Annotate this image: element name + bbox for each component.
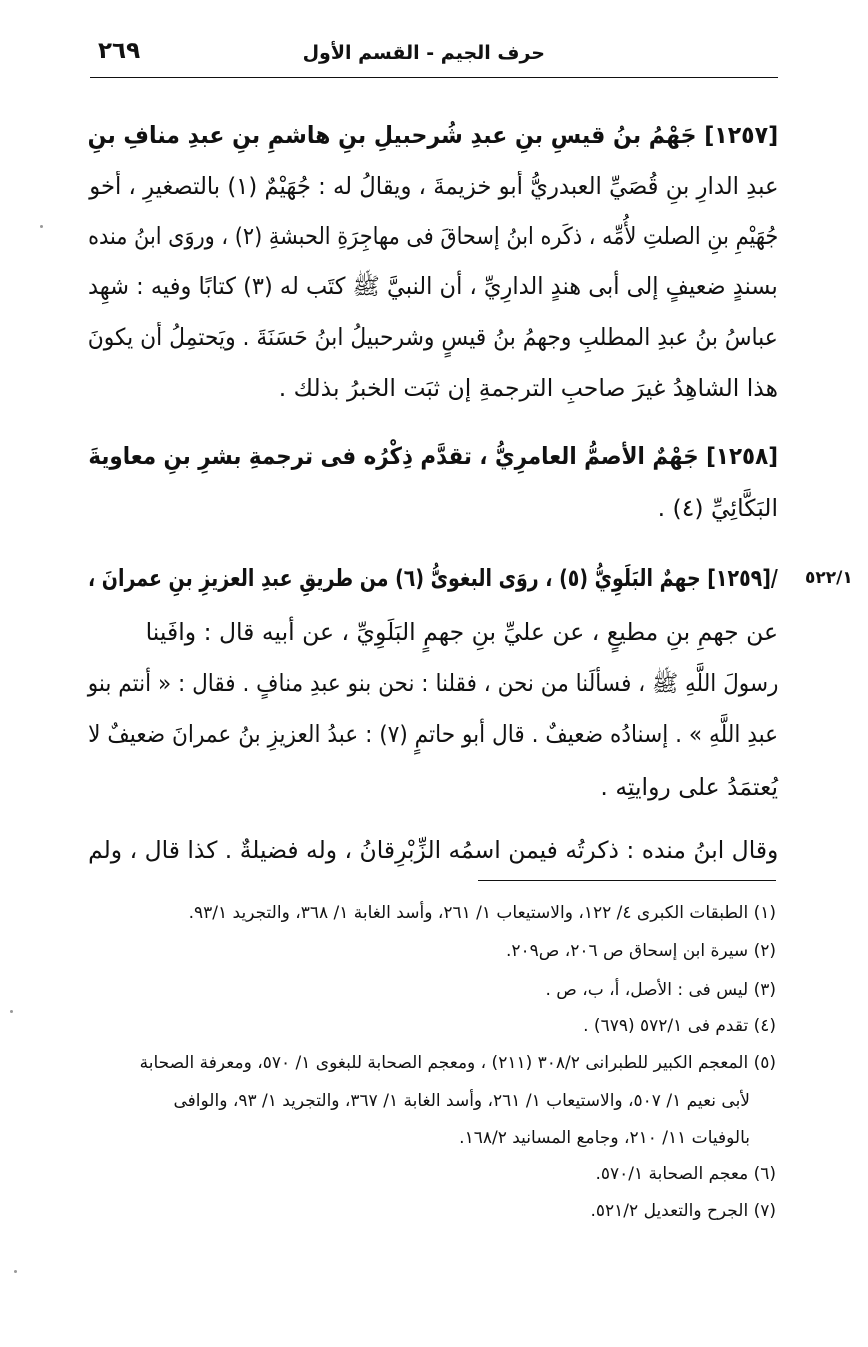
running-header [90,34,780,74]
entry-1257-line-1: [١٢٥٧] جَهْمُ بنُ قيسِ بنِ عبدِ شُرحبيلِ بنِ هاشمِ بنِ عبدِ منافِ بنِ [87,121,778,149]
header-rule [90,77,778,78]
footnote-2: (٢) سيرة ابن إسحاق ص ٢٠٦، ص٢٠٩. [505,941,776,961]
footnote-6: (٦) معجم الصحابة ٥٧٠/١. [595,1164,776,1184]
margin-reference: ٥٢٢/١ [805,568,853,588]
entry-1257-line-2: عبدِ الدارِ بنِ قُصَيِّ العبدريُّ أبو خزيمةَ ، ويقالُ له : جُهَيْمٌ (١) بالتصغيرِ ، أخو [88,172,778,200]
entry-1259-line-6: وقال ابنُ منده : ذكرتُه فيمن اسمُه الزِّبْرِقانُ ، وله فضيلةٌ . كذا قال ، ولم [87,836,778,864]
entry-1258-line-1: [١٢٥٨] جَهْمٌ الأصمُّ العامرِيُّ ، تقدَّم ذِكْرُه فى ترجمةِ بشرِ بنِ معاويةَ [88,442,778,470]
scan-speck [40,225,43,228]
footnote-7: (٧) الجرح والتعديل ٥٢١/٢. [590,1201,776,1221]
entry-1259-line-3: رسولَ اللَّهِ ﷺ ، فسألَنا من نحن ، فقلنا : نحن بنو عبدِ منافٍ . فقال : « أنتم بنو [87,669,778,697]
footnote-1: (١) الطبقات الكبرى ٤/ ١٢٢، والاستيعاب ١/ ٢٦١، وأسد الغابة ١/ ٣٦٨، والتجريد ٩٣/١. [188,903,776,923]
running-title: حرف الجيم - القسم الأول [302,42,545,64]
entry-1257-line-4: بسندٍ ضعيفٍ إلى أبى هندٍ الدارِيِّ ، أن النبيَّ ﷺ كتَب له (٣) كتابًا وفيه : شهِد [88,272,778,300]
entry-1259-line-2: عن جهمِ بنِ مطيعٍ ، عن عليِّ بنِ جهمٍ البَلَوِيِّ ، عن أبيه قال : وافَينا [145,618,778,646]
footnote-3: (٣) ليس فى : الأصل، أ، ب، ص . [545,980,776,1000]
entry-1259-line-1: /[١٢٥٩] جهمٌ البَلَوِيُّ (٥) ، روَى البغوىُّ (٦) من طريقِ عبدِ العزيزِ بنِ عمرانَ ، [88,564,778,592]
footnote-5-line-3: بالوفيات ١١/ ٢١٠، وجامع المسانيد ١٦٨/٢. [459,1128,750,1148]
footnote-separator [478,880,776,881]
entry-1257-line-3: جُهَيْمِ بنِ الصلتِ لأُمِّه ، ذكَره ابنُ إسحاقَ فى مهاجِرَةِ الحبشةِ (٢) ، وروَى ابنُ منده [87,222,779,250]
footnote-5-line-2: لأبى نعيم ١/ ٥٠٧، والاستيعاب ١/ ٢٦١، وأسد الغابة ١/ ٣٦٧، والتجريد ١/ ٩٣، والوافى [173,1091,750,1111]
page-number: ٢٦٩ [98,38,141,64]
entry-1257-line-5: عباسُ بنُ عبدِ المطلبِ وجهمُ بنُ قيسٍ وشرحبيلُ ابنُ حَسَنَةَ . ويَحتمِلُ أن يكونَ [87,323,778,351]
footnote-4: (٤) تقدم فى ٥٧٢/١ (٦٧٩) . [583,1016,776,1036]
entry-1259-line-5: يُعتمَدُ على روايتِه . [600,773,778,801]
scan-speck [14,1270,17,1273]
entry-1259-line-4: عبدِ اللَّهِ » . إسنادُه ضعيفٌ . قال أبو حاتمٍ (٧) : عبدُ العزيزِ بنُ عمرانَ ضعيفٌ لا [88,720,778,748]
entry-1257-line-6: هذا الشاهِدُ غيرَ صاحبِ الترجمةِ إن ثبَت الخبرُ بذلك . [278,374,778,402]
footnote-5-line-1: (٥) المعجم الكبير للطبرانى ٣٠٨/٢ (٢١١) ، ومعجم الصحابة للبغوى ١/ ٥٧٠، ومعرفة الصحابة [139,1053,776,1073]
entry-1258-line-2: البَكَّائِيِّ (٤) . [657,494,778,522]
scan-speck [10,1010,13,1013]
